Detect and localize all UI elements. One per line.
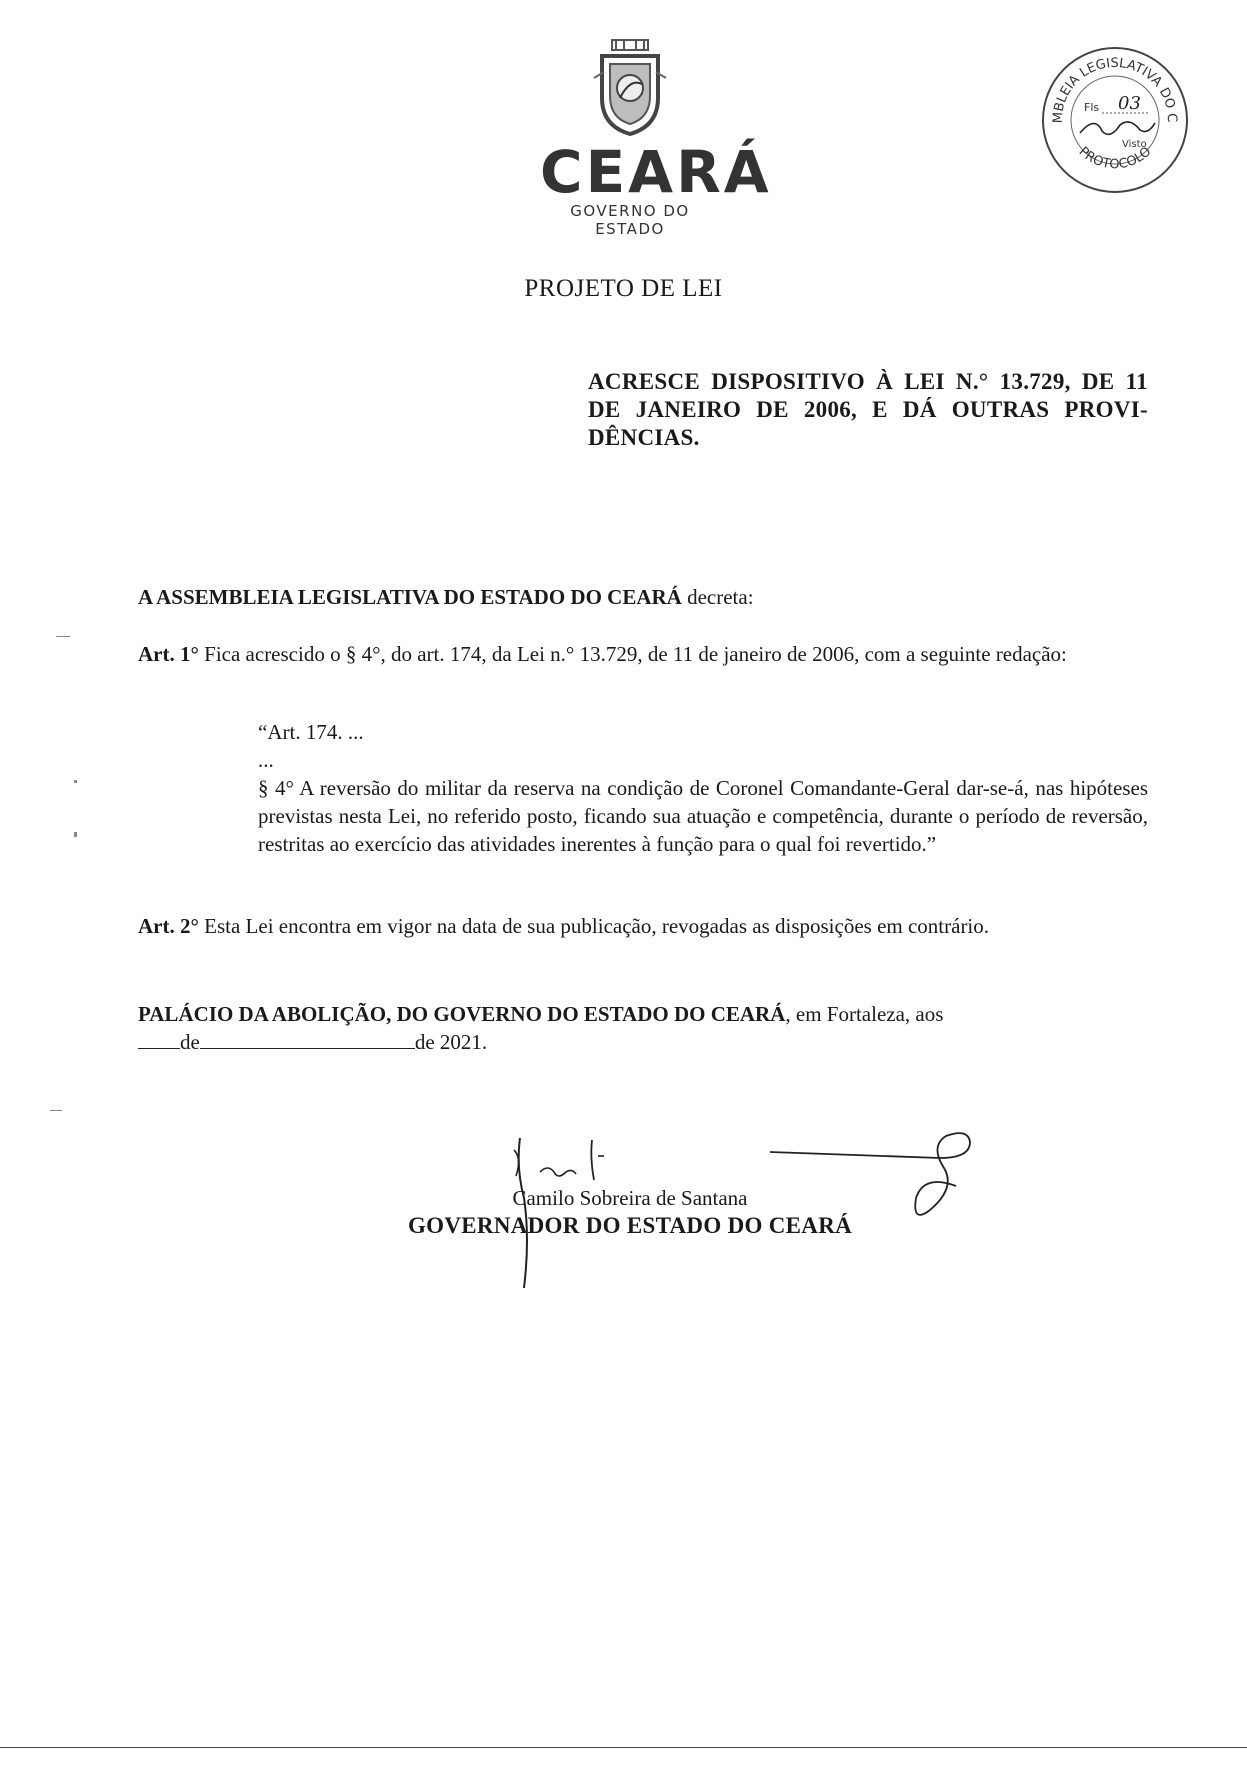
stamp-protocol-text: PROTOCOLO xyxy=(1075,144,1155,173)
preamble-assembly: A ASSEMBLEIA LEGISLATIVA DO ESTADO DO CEARÁ xyxy=(138,585,682,609)
state-logo xyxy=(540,38,772,238)
day-blank xyxy=(138,1030,180,1049)
stamp-visto-label: Visto xyxy=(1122,139,1147,150)
scan-mark xyxy=(74,780,77,783)
governor-role: GOVERNADOR DO ESTADO DO CEARÁ xyxy=(407,1213,853,1238)
scan-mark xyxy=(74,832,77,837)
article-2-label: Art. 2° xyxy=(138,914,199,938)
scan-mark xyxy=(50,1110,62,1111)
closing-city: , em Fortaleza, aos xyxy=(785,1002,944,1026)
stamp-arc-text: MBLEIA LEGISLATIVA DO C xyxy=(1050,55,1180,124)
article-1-text: Fica acrescido o § 4°, do art. 174, da Lei n.° 13.729, de 11 de janeiro de 2006, com a seguinte redação: xyxy=(198,642,1067,666)
quoted-ellipsis: ... xyxy=(258,748,274,772)
month-blank xyxy=(200,1030,415,1049)
logo-wordmark: CEARÁ xyxy=(540,138,772,206)
article-1-label: Art. 1° xyxy=(138,642,199,666)
stamp-fls-label: Fls xyxy=(1084,101,1100,114)
signature-block xyxy=(400,1185,860,1241)
preamble xyxy=(138,583,1148,611)
closing-place xyxy=(138,1000,1148,1028)
closing-palace: PALÁCIO DA ABOLIÇÃO, DO GOVERNO DO ESTADO DO CEARÁ xyxy=(138,1002,786,1026)
quoted-article-heading: “Art. 174. ... xyxy=(258,720,364,744)
stamp-page-number: 03 xyxy=(1118,93,1141,114)
closing-date xyxy=(138,1028,1148,1056)
preamble-decree: decreta: xyxy=(681,585,754,609)
quoted-paragraph: § 4° A reversão do militar da reserva na condição de Coronel Comandante-Geral dar-se-á, nas hipóteses previstas nesta Lei, no referido posto, ficando sua atuação e competência, durante o período de reversão, restritas ao exercício das atividades inerentes à função para o qual foi revertido.” xyxy=(258,776,1148,856)
article-1 xyxy=(138,640,1148,668)
protocol-stamp xyxy=(1040,45,1190,195)
article-2 xyxy=(138,912,1148,940)
date-de-1: de xyxy=(180,1030,200,1054)
stamp-initials-icon xyxy=(1080,122,1155,134)
article-2-text: Esta Lei encontra em vigor na data de sua publicação, revogadas as disposições em contrário. xyxy=(198,914,990,938)
law-summary: ACRESCE DISPOSITIVO À LEI N.° 13.729, DE 11 DE JANEIRO DE 2006, E DÁ OUTRAS PROVI-DÊNCIAS. xyxy=(588,369,1148,450)
governor-name: Camilo Sobreira de Santana xyxy=(512,1186,748,1210)
logo-subtitle: GOVERNO DO ESTADO xyxy=(570,202,690,238)
bottom-rule xyxy=(0,1747,1247,1748)
coat-of-arms-icon xyxy=(590,38,670,138)
document-title: PROJETO DE LEI xyxy=(524,275,723,302)
scan-mark xyxy=(56,636,70,637)
date-de-2: de 2021. xyxy=(414,1030,488,1054)
